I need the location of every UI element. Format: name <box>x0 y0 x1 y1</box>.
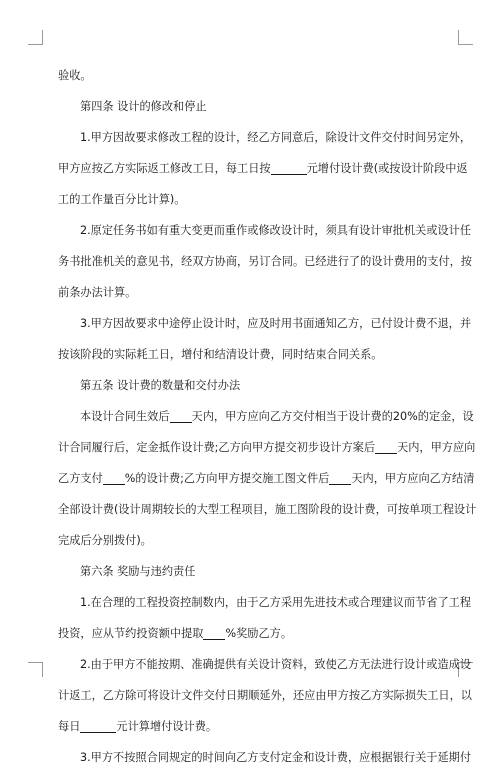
document-body <box>58 64 477 770</box>
text-line: 3.甲方因故要求中途停止设计时，应及时用书面通知乙方，已付设计费不退，并 <box>80 317 472 330</box>
text-line: 按该阶段的实际耗工日，增付和结清设计费，同时结束合同关系。 <box>58 348 383 361</box>
text-line: 完成后分别拨付)。 <box>58 534 152 547</box>
text-line: 每日 元计算增付设计费。 <box>58 720 218 733</box>
text-line: 计合同履行后，定金抵作设计费;乙方向甲方提交初步设计方案后 天内，甲方应向 <box>58 441 476 454</box>
fill-blank <box>103 470 125 485</box>
text-line: 2.原定任务书如有重大变更而重作或修改设计时，须具有设计审批机关或设计任 <box>80 224 472 237</box>
text-line: 本设计合同生效后 天内，甲方应向乙方交付相当于设计费的20%的定金，设 <box>80 410 474 423</box>
fill-blank <box>80 718 116 733</box>
text-line: 前条办法计算。 <box>58 286 137 299</box>
text-line: 乙方支付 %的设计费;乙方向甲方提交施工图文件后 天内，甲方应向乙方结清 <box>58 472 475 485</box>
text-line: 1.在合理的工程投资控制数内，由于乙方采用先进技术或合理建议而节省了工程 <box>80 596 472 609</box>
fill-blank <box>375 439 397 454</box>
article-6-heading: 第六条 奖励与违约责任 <box>80 565 196 578</box>
crop-mark-bottom-left <box>28 662 43 677</box>
text-line: 工的工作量百分比计算)。 <box>58 193 186 206</box>
fill-blank <box>329 470 351 485</box>
fill-blank <box>271 160 307 175</box>
article-5-heading: 第五条 设计费的数量和交付办法 <box>80 379 241 392</box>
article-4-heading: 第四条 设计的修改和停止 <box>80 100 207 113</box>
text-line: 全部设计费(设计周期较长的大型工程项目，施工图阶段的设计费，可按单项工程设计 <box>58 503 477 516</box>
text-line: 3.甲方不按照合同规定的时间向乙方支付定金和设计费，应根据银行关于延期付 <box>80 751 472 764</box>
text-line: 2.由于甲方不能按期、准确提供有关设计资料，致使乙方无法进行设计或造成设 <box>80 658 472 671</box>
text-line: 验收。 <box>58 69 92 82</box>
fill-blank <box>170 408 192 423</box>
text-line: 甲方应按乙方实际返工修改工日，每工日按 元增付设计费(或按设计阶段中返 <box>58 162 468 175</box>
fill-blank <box>203 625 225 640</box>
crop-mark-top-left <box>28 30 43 45</box>
text-line: 1.甲方因故要求修改工程的设计，经乙方同意后，除设计文件交付时间另定外， <box>80 131 472 144</box>
text-line: 投资，应从节约投资额中提取 %奖励乙方。 <box>58 627 293 640</box>
crop-mark-top-right <box>458 30 473 45</box>
text-line: 务书批准机关的意见书，经双方协商，另订合同。已经进行了的设计费用的支付，按 <box>58 255 472 268</box>
text-line: 计返工，乙方除可将设计文件交付日期顺延外，还应由甲方按乙方实际损失工日，以 <box>58 689 472 702</box>
